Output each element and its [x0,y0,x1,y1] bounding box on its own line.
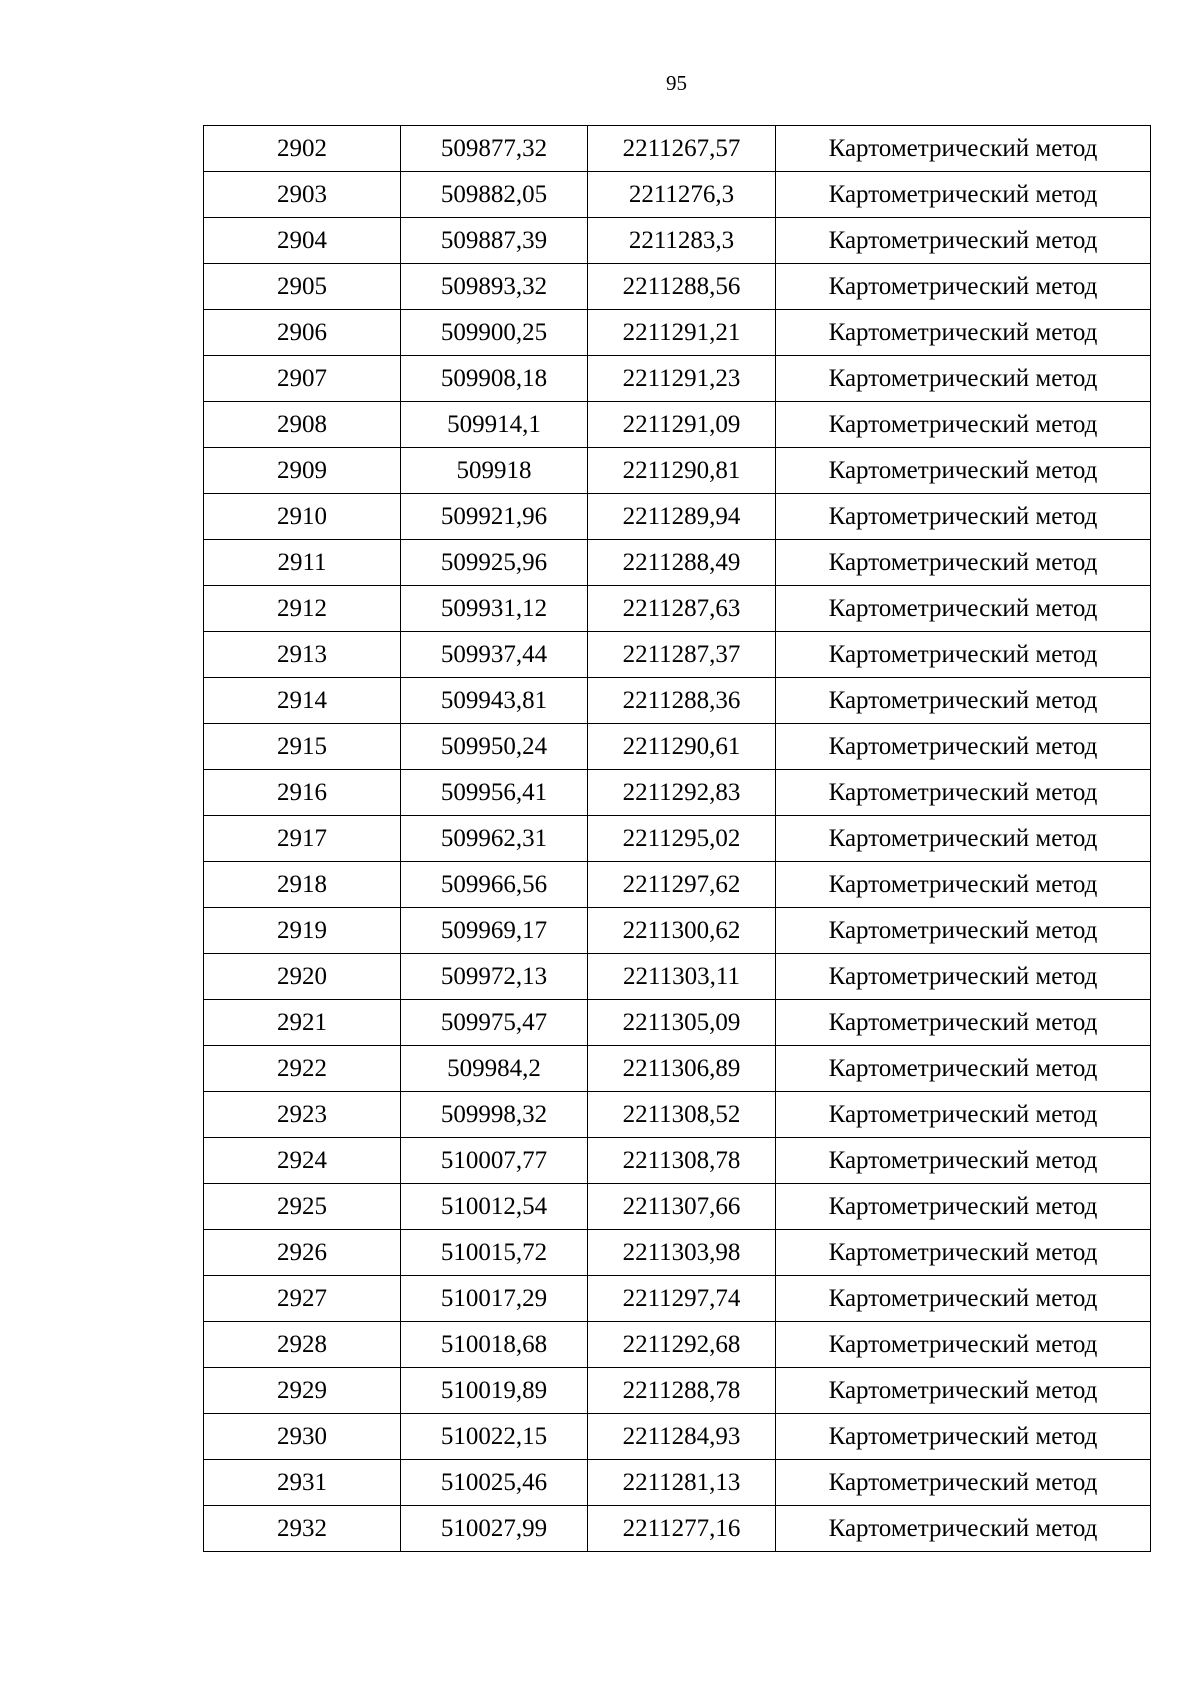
method-cell: Картометрический метод [776,264,1151,310]
y-coordinate-cell: 2211288,49 [588,540,776,586]
point-number-cell: 2916 [204,770,401,816]
point-number-cell: 2924 [204,1138,401,1184]
x-coordinate-cell: 509877,32 [401,126,588,172]
point-number-cell: 2920 [204,954,401,1000]
y-coordinate-cell: 2211291,23 [588,356,776,402]
table-row [204,1000,1151,1046]
table-row [204,1138,1151,1184]
method-cell: Картометрический метод [776,448,1151,494]
x-coordinate-cell: 509914,1 [401,402,588,448]
y-coordinate-cell: 2211291,21 [588,310,776,356]
coordinates-table-body [204,126,1151,1552]
x-coordinate-cell: 510018,68 [401,1322,588,1368]
table-row [204,908,1151,954]
method-cell: Картометрический метод [776,1230,1151,1276]
table-row [204,954,1151,1000]
y-coordinate-cell: 2211267,57 [588,126,776,172]
x-coordinate-cell: 509972,13 [401,954,588,1000]
x-coordinate-cell: 510022,15 [401,1414,588,1460]
y-coordinate-cell: 2211297,74 [588,1276,776,1322]
point-number-cell: 2904 [204,218,401,264]
x-coordinate-cell: 509956,41 [401,770,588,816]
point-number-cell: 2905 [204,264,401,310]
point-number-cell: 2925 [204,1184,401,1230]
y-coordinate-cell: 2211295,02 [588,816,776,862]
point-number-cell: 2917 [204,816,401,862]
table-row [204,356,1151,402]
point-number-cell: 2919 [204,908,401,954]
method-cell: Картометрический метод [776,954,1151,1000]
y-coordinate-cell: 2211284,93 [588,1414,776,1460]
point-number-cell: 2903 [204,172,401,218]
y-coordinate-cell: 2211308,78 [588,1138,776,1184]
table-row [204,770,1151,816]
y-coordinate-cell: 2211300,62 [588,908,776,954]
table-row [204,494,1151,540]
y-coordinate-cell: 2211303,11 [588,954,776,1000]
method-cell: Картометрический метод [776,540,1151,586]
y-coordinate-cell: 2211277,16 [588,1506,776,1552]
method-cell: Картометрический метод [776,724,1151,770]
table-row [204,540,1151,586]
x-coordinate-cell: 510015,72 [401,1230,588,1276]
point-number-cell: 2930 [204,1414,401,1460]
method-cell: Картометрический метод [776,908,1151,954]
x-coordinate-cell: 510019,89 [401,1368,588,1414]
table-row [204,218,1151,264]
x-coordinate-cell: 509893,32 [401,264,588,310]
method-cell: Картометрический метод [776,126,1151,172]
point-number-cell: 2909 [204,448,401,494]
table-row [204,264,1151,310]
method-cell: Картометрический метод [776,1506,1151,1552]
point-number-cell: 2910 [204,494,401,540]
point-number-cell: 2921 [204,1000,401,1046]
method-cell: Картометрический метод [776,356,1151,402]
method-cell: Картометрический метод [776,816,1151,862]
point-number-cell: 2915 [204,724,401,770]
point-number-cell: 2913 [204,632,401,678]
y-coordinate-cell: 2211289,94 [588,494,776,540]
x-coordinate-cell: 510007,77 [401,1138,588,1184]
y-coordinate-cell: 2211292,68 [588,1322,776,1368]
method-cell: Картометрический метод [776,1414,1151,1460]
point-number-cell: 2907 [204,356,401,402]
method-cell: Картометрический метод [776,1092,1151,1138]
point-number-cell: 2914 [204,678,401,724]
table-row [204,1276,1151,1322]
y-coordinate-cell: 2211290,81 [588,448,776,494]
y-coordinate-cell: 2211287,37 [588,632,776,678]
method-cell: Картометрический метод [776,862,1151,908]
point-number-cell: 2911 [204,540,401,586]
method-cell: Картометрический метод [776,586,1151,632]
point-number-cell: 2928 [204,1322,401,1368]
x-coordinate-cell: 510027,99 [401,1506,588,1552]
method-cell: Картометрический метод [776,1000,1151,1046]
x-coordinate-cell: 509998,32 [401,1092,588,1138]
point-number-cell: 2912 [204,586,401,632]
point-number-cell: 2931 [204,1460,401,1506]
y-coordinate-cell: 2211287,63 [588,586,776,632]
table-row [204,1046,1151,1092]
y-coordinate-cell: 2211276,3 [588,172,776,218]
x-coordinate-cell: 509937,44 [401,632,588,678]
coordinates-table [203,125,1151,1552]
page-number: 95 [666,71,687,95]
point-number-cell: 2922 [204,1046,401,1092]
table-row [204,586,1151,632]
y-coordinate-cell: 2211297,62 [588,862,776,908]
point-number-cell: 2906 [204,310,401,356]
x-coordinate-cell: 510017,29 [401,1276,588,1322]
table-row [204,1322,1151,1368]
x-coordinate-cell: 509908,18 [401,356,588,402]
table-row [204,1460,1151,1506]
x-coordinate-cell: 510012,54 [401,1184,588,1230]
y-coordinate-cell: 2211305,09 [588,1000,776,1046]
table-row [204,448,1151,494]
x-coordinate-cell: 509918 [401,448,588,494]
y-coordinate-cell: 2211307,66 [588,1184,776,1230]
table-row [204,126,1151,172]
x-coordinate-cell: 510025,46 [401,1460,588,1506]
y-coordinate-cell: 2211283,3 [588,218,776,264]
method-cell: Картометрический метод [776,678,1151,724]
x-coordinate-cell: 509950,24 [401,724,588,770]
y-coordinate-cell: 2211288,56 [588,264,776,310]
x-coordinate-cell: 509931,12 [401,586,588,632]
method-cell: Картометрический метод [776,402,1151,448]
x-coordinate-cell: 509984,2 [401,1046,588,1092]
y-coordinate-cell: 2211288,36 [588,678,776,724]
table-row [204,1230,1151,1276]
x-coordinate-cell: 509962,31 [401,816,588,862]
table-row [204,1184,1151,1230]
table-row [204,632,1151,678]
x-coordinate-cell: 509925,96 [401,540,588,586]
method-cell: Картометрический метод [776,1046,1151,1092]
table-row [204,1092,1151,1138]
table-row [204,678,1151,724]
point-number-cell: 2918 [204,862,401,908]
point-number-cell: 2923 [204,1092,401,1138]
table-row [204,172,1151,218]
table-row [204,1506,1151,1552]
method-cell: Картометрический метод [776,1138,1151,1184]
y-coordinate-cell: 2211292,83 [588,770,776,816]
y-coordinate-cell: 2211281,13 [588,1460,776,1506]
x-coordinate-cell: 509969,17 [401,908,588,954]
point-number-cell: 2908 [204,402,401,448]
table-row [204,816,1151,862]
x-coordinate-cell: 509882,05 [401,172,588,218]
y-coordinate-cell: 2211308,52 [588,1092,776,1138]
x-coordinate-cell: 509975,47 [401,1000,588,1046]
method-cell: Картометрический метод [776,172,1151,218]
method-cell: Картометрический метод [776,632,1151,678]
x-coordinate-cell: 509921,96 [401,494,588,540]
x-coordinate-cell: 509943,81 [401,678,588,724]
x-coordinate-cell: 509887,39 [401,218,588,264]
table-row [204,1414,1151,1460]
point-number-cell: 2902 [204,126,401,172]
table-row [204,310,1151,356]
table-row [204,724,1151,770]
method-cell: Картометрический метод [776,770,1151,816]
x-coordinate-cell: 509966,56 [401,862,588,908]
method-cell: Картометрический метод [776,1368,1151,1414]
table-row [204,402,1151,448]
point-number-cell: 2932 [204,1506,401,1552]
point-number-cell: 2926 [204,1230,401,1276]
method-cell: Картометрический метод [776,1322,1151,1368]
method-cell: Картометрический метод [776,1276,1151,1322]
point-number-cell: 2927 [204,1276,401,1322]
x-coordinate-cell: 509900,25 [401,310,588,356]
table-row [204,862,1151,908]
table-row [204,1368,1151,1414]
y-coordinate-cell: 2211288,78 [588,1368,776,1414]
y-coordinate-cell: 2211291,09 [588,402,776,448]
method-cell: Картометрический метод [776,218,1151,264]
y-coordinate-cell: 2211290,61 [588,724,776,770]
method-cell: Картометрический метод [776,494,1151,540]
method-cell: Картометрический метод [776,310,1151,356]
y-coordinate-cell: 2211303,98 [588,1230,776,1276]
method-cell: Картометрический метод [776,1460,1151,1506]
y-coordinate-cell: 2211306,89 [588,1046,776,1092]
point-number-cell: 2929 [204,1368,401,1414]
method-cell: Картометрический метод [776,1184,1151,1230]
